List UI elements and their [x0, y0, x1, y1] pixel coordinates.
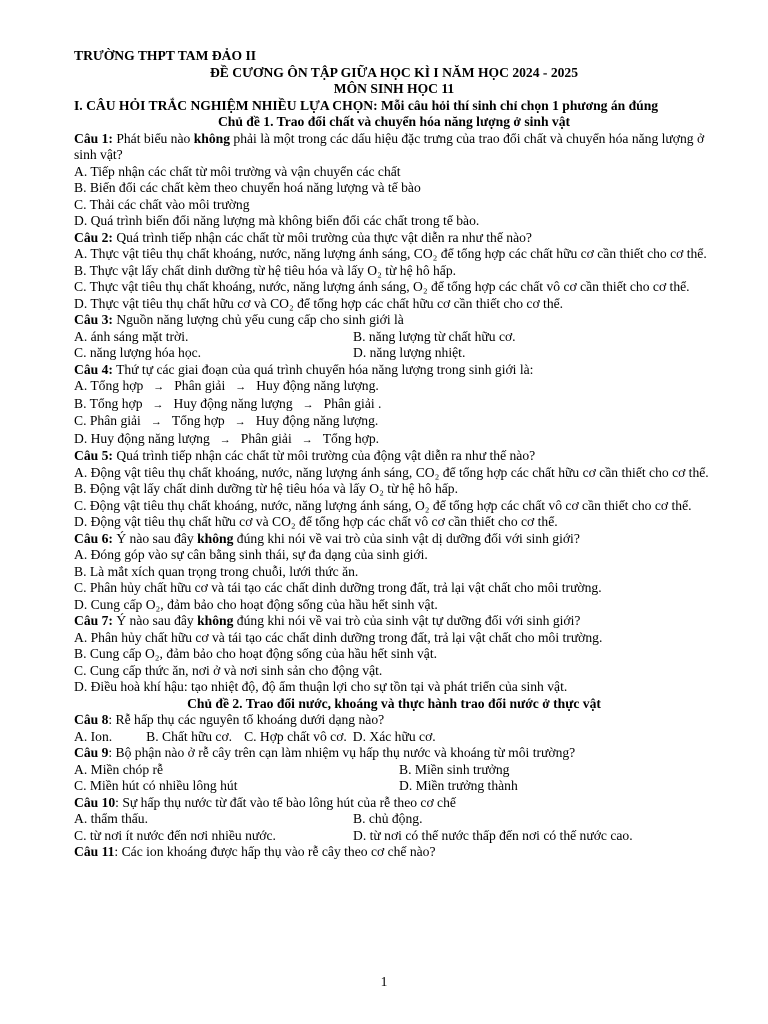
- option-d: [74, 431, 714, 449]
- question-label: Câu 6:: [74, 530, 113, 546]
- question-text: Phát biểu nào: [116, 130, 191, 146]
- option-d: D. Miền trưởng thành: [399, 778, 518, 793]
- option-c: C. Cung cấp thức ăn, nơi ở và nơi sinh sản cho động vật.: [74, 662, 383, 678]
- option-row: [74, 329, 714, 346]
- option-d: D. từ nơi có thế nước thấp đến nơi có thế nước cao.: [353, 827, 633, 843]
- question-text: Nguồn năng lượng chủ yếu cung cấp cho sinh giới là: [116, 312, 404, 327]
- question-1: [74, 131, 714, 164]
- question-text: Thứ tự các giai đoạn của quá trình chuyển hóa năng lượng trong sinh giới là:: [116, 361, 534, 377]
- option-b: B. Cung cấp O₂, đảm bảo cho hoạt động sống của hầu hết sinh vật.: [74, 646, 438, 661]
- question-text: đúng khi nói về vai trò của sinh vật dị dưỡng đối với sinh giới?: [236, 530, 580, 546]
- option-a: A. ánh sáng mặt trời.: [74, 328, 189, 344]
- question-8: [74, 712, 714, 729]
- option-c: C. Thực vật tiêu thụ chất khoáng, nước, năng lượng ánh sáng, O₂ để tổng hợp các chất vô cơ cần thiết cho cơ thể.: [74, 279, 690, 294]
- arrow-right-icon: →: [234, 416, 246, 428]
- question-label: Câu 5:: [74, 448, 113, 463]
- step: Phân giải: [174, 378, 226, 393]
- step: Huy động năng lượng: [173, 395, 293, 411]
- question-3: [74, 312, 714, 329]
- question-text: Ý nào sau đây: [116, 530, 194, 546]
- arrow-right-icon: →: [301, 433, 313, 446]
- option-b: B. Miền sinh trưởng: [399, 761, 510, 777]
- question-text: Quá trình tiếp nhận các chất từ môi trường của thực vật diễn ra như thế nào?: [116, 229, 532, 245]
- option-c: C. Miền hút có nhiều lông hút: [74, 778, 238, 793]
- step: A. Tổng hợp: [74, 378, 144, 393]
- topic-1-heading: Chủ đề 1. Trao đổi chất và chuyển hóa năng lượng ở sinh vật: [217, 114, 571, 129]
- option-c: [74, 413, 714, 431]
- option-b: B. Là mắt xích quan trọng trong chuỗi, lưới thức ăn.: [74, 563, 359, 579]
- option-a: A. Ion.: [74, 728, 113, 744]
- option-d: D. Cung cấp O₂, đảm bảo cho hoạt động sống của hầu hết sinh vật.: [74, 596, 438, 612]
- question-text: : Các ion khoáng được hấp thụ vào rễ cây theo cơ chế nào?: [114, 844, 436, 859]
- option-a: A. Miền chóp rễ: [74, 761, 164, 777]
- option-row: [74, 762, 714, 779]
- option-d: D. Thực vật tiêu thụ chất hữu cơ và CO₂ để tổng hợp các chất hữu cơ cần thiết cho cơ thể.: [74, 295, 564, 311]
- step: Huy động năng lượng.: [255, 413, 379, 428]
- question-label: Câu 3:: [74, 312, 113, 327]
- option-row: [74, 828, 714, 845]
- question-label: Câu 2:: [74, 229, 113, 245]
- option-c: C. Động vật tiêu thụ chất khoáng, nước, năng lượng ánh sáng, O₂ để tổng hợp các chất vô cơ cần thiết cho cơ thể.: [74, 497, 692, 513]
- option-c: C. Thải các chất vào môi trường: [74, 196, 250, 212]
- option-a: A. Phân hủy chất hữu cơ và tái tạo các chất dinh dưỡng trong đất, trả lại vật chất cho môi trường.: [74, 629, 603, 645]
- option-c: C. từ nơi ít nước đến nơi nhiều nước.: [74, 827, 276, 843]
- document-page: [74, 48, 714, 861]
- question-label: Câu 4:: [74, 361, 113, 377]
- question-text: : Sự hấp thụ nước từ đất vào tế bào lông hút của rễ theo cơ chế: [115, 794, 456, 810]
- question-label: Câu 9: [74, 745, 109, 760]
- topic-2-heading: Chủ đề 2. Trao đổi nước, khoáng và thực hành trao đổi nước ở thực vật: [187, 695, 601, 711]
- question-2: [74, 230, 714, 247]
- question-text: Ý nào sau đây: [116, 613, 194, 628]
- option-row: [74, 778, 714, 795]
- option-d: D. Quá trình biến đổi năng lượng mà không biến đổi các chất trong tế bào.: [74, 213, 480, 228]
- option-a: [74, 378, 714, 396]
- school-name: TRƯỜNG THPT TAM ĐẢO II: [74, 48, 257, 63]
- arrow-right-icon: →: [152, 398, 164, 411]
- option-a: A. Đóng góp vào sự cân bằng sinh thái, sự đa dạng của sinh giới.: [74, 547, 428, 562]
- option-a: A. Thực vật tiêu thụ chất khoáng, nước, năng lượng ánh sáng, CO₂ để tổng hợp các chất hữu cơ cần thiết cho cơ thể.: [74, 246, 707, 261]
- option-b: B. Chất hữu cơ.: [146, 728, 233, 744]
- option-row: [74, 811, 714, 828]
- step: Tổng hợp: [171, 413, 225, 428]
- page-number: 1: [380, 974, 388, 989]
- question-6: [74, 531, 714, 548]
- option-d: D. Động vật tiêu thụ chất hữu cơ và CO₂ để tổng hợp các chất vô cơ cần thiết cho cơ thể.: [74, 514, 558, 529]
- question-label: Câu 11: [74, 844, 115, 859]
- step: B. Tổng hợp: [74, 395, 143, 411]
- step: C. Phân giải: [74, 413, 141, 428]
- option-row: [74, 729, 714, 746]
- option-d: D. năng lượng nhiệt.: [353, 345, 466, 360]
- question-5: [74, 448, 714, 465]
- option-b: B. năng lượng từ chất hữu cơ.: [353, 328, 516, 344]
- arrow-right-icon: →: [302, 398, 314, 411]
- question-label: Câu 10: [74, 794, 116, 810]
- arrow-right-icon: →: [150, 416, 162, 428]
- question-keyword: không: [193, 130, 230, 146]
- step: D. Huy động năng lượng: [74, 430, 210, 446]
- arrow-right-icon: →: [235, 381, 247, 393]
- option-d: D. Điều hoà khí hậu: tạo nhiệt độ, độ ẩm thuận lợi cho sự tồn tại và phát triển của sinh vật.: [74, 679, 568, 694]
- question-keyword: không: [197, 530, 234, 546]
- step: Huy động năng lượng.: [256, 378, 379, 393]
- question-text: : Rễ hấp thụ các nguyên tố khoáng dưới dạng nào?: [108, 712, 385, 727]
- arrow-right-icon: →: [153, 381, 165, 393]
- question-label: Câu 7:: [74, 613, 113, 628]
- option-d: D. Xác hữu cơ.: [352, 728, 436, 744]
- question-keyword: không: [197, 613, 234, 628]
- option-b: B. chủ động.: [353, 811, 423, 826]
- question-10: [74, 795, 714, 812]
- option-b: [74, 396, 714, 414]
- option-c: C. Hợp chất vô cơ.: [244, 728, 347, 744]
- question-text: Quá trình tiếp nhận các chất từ môi trường của động vật diễn ra như thế nào?: [116, 448, 536, 463]
- option-a: A. Động vật tiêu thụ chất khoáng, nước, năng lượng ánh sáng, CO₂ để tổng hợp các chất hữu cơ cần thiết cho cơ thể.: [74, 464, 709, 480]
- section-title: I. CÂU HỎI TRẮC NGHIỆM NHIỀU LỰA CHỌN: Mỗi câu hỏi thí sinh chỉ chọn 1 phương án đúng: [74, 97, 659, 113]
- question-4: [74, 362, 714, 379]
- question-text: : Bộ phận nào ở rễ cây trên cạn làm nhiệm vụ hấp thụ nước và khoáng từ môi trường?: [108, 745, 576, 760]
- option-a: A. thẩm thấu.: [74, 811, 148, 826]
- arrow-right-icon: →: [219, 433, 231, 446]
- question-text: phải là một trong các dấu hiệu đặc trưng của trao đổi chất và chuyển hóa năng lượng ở sinh vật?: [74, 130, 705, 162]
- document-title: ĐỀ CƯƠNG ÔN TẬP GIỮA HỌC KÌ I NĂM HỌC 2024 - 2025: [209, 64, 579, 80]
- question-7: [74, 613, 714, 630]
- question-label: Câu 1:: [74, 130, 113, 146]
- option-c: C. năng lượng hóa học.: [74, 345, 202, 360]
- subject-title: MÔN SINH HỌC 11: [333, 81, 455, 96]
- step: Phân giải .: [323, 395, 382, 411]
- option-c: C. Phân hủy chất hữu cơ và tái tạo các chất dinh dưỡng trong đất, trả lại vật chất cho môi trường.: [74, 580, 602, 595]
- question-11: [74, 844, 714, 861]
- option-b: B. Thực vật lấy chất dinh dưỡng từ hệ tiêu hóa và lấy O₂ từ hệ hô hấp.: [74, 262, 457, 278]
- step: Phân giải: [240, 430, 292, 446]
- question-text: đúng khi nói về vai trò của sinh vật tự dưỡng đối với sinh giới?: [236, 613, 581, 628]
- option-b: B. Động vật lấy chất dinh dưỡng từ hệ tiêu hóa và lấy O₂ từ hệ hô hấp.: [74, 481, 458, 496]
- option-a: A. Tiếp nhận các chất từ môi trường và vận chuyển các chất: [74, 163, 401, 179]
- option-b: B. Biến đổi các chất kèm theo chuyển hoá năng lượng và tế bào: [74, 180, 421, 195]
- step: Tổng hợp.: [322, 430, 380, 446]
- option-row: [74, 345, 714, 362]
- question-label: Câu 8: [74, 712, 109, 727]
- question-9: [74, 745, 714, 762]
